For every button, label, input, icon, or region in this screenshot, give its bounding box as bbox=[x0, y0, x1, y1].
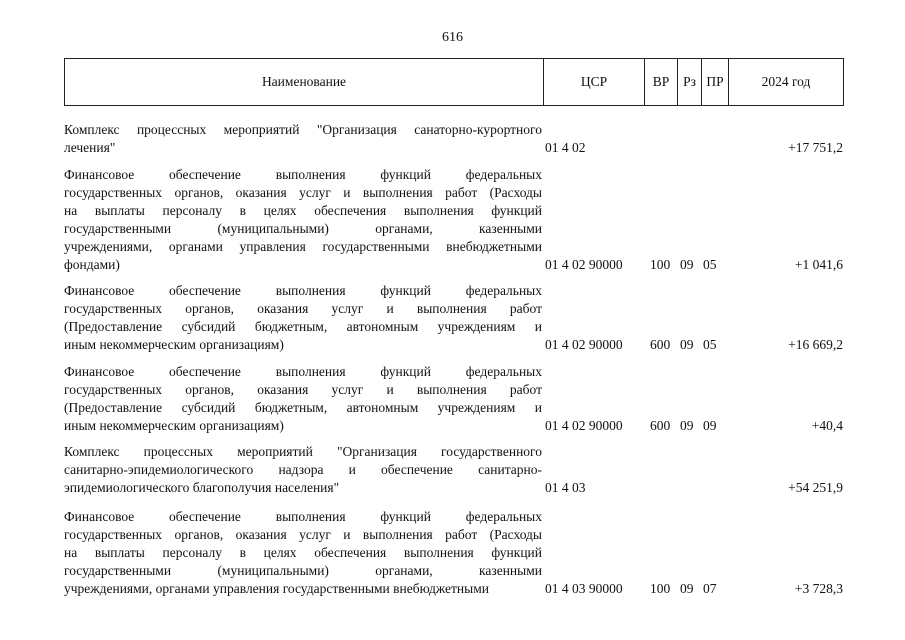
row-name-line: государственных органов, оказания услуг и выполнения работ bbox=[64, 382, 542, 397]
row-name-line: эпидемиологического благополучия населения" bbox=[64, 480, 340, 495]
row-name-line: иным некоммерческим организациям) bbox=[64, 418, 284, 433]
row-pr: 05 bbox=[703, 337, 717, 352]
table-row bbox=[0, 443, 905, 497]
header-pr: ПР bbox=[702, 59, 729, 105]
row-name-line: Комплекс процессных мероприятий "Организация государственного bbox=[64, 444, 542, 459]
row-name-line: государственными (муниципальными) органами, казенными bbox=[64, 221, 542, 236]
row-amount: +17 751,2 bbox=[788, 140, 843, 155]
header-vr: ВР bbox=[645, 59, 678, 105]
row-csr: 01 4 02 90000 bbox=[545, 418, 623, 433]
row-pr: 07 bbox=[703, 581, 717, 596]
row-name-line: учреждениями, органами управления государственными внебюджетными bbox=[64, 239, 542, 254]
row-name bbox=[64, 121, 542, 157]
row-name-line: на выплаты персоналу в целях обеспечения выполнения функций bbox=[64, 203, 542, 218]
row-name-line: на выплаты персоналу в целях обеспечения выполнения функций bbox=[64, 545, 542, 560]
row-name-line: (Предоставление субсидий бюджетным, автономным учреждениям и bbox=[64, 319, 542, 334]
row-vr: 100 bbox=[650, 581, 671, 596]
row-name bbox=[64, 166, 542, 274]
row-amount: +54 251,9 bbox=[788, 480, 843, 495]
row-rz: 09 bbox=[680, 257, 694, 272]
row-name-line: государственными (муниципальными) органами, казенными bbox=[64, 563, 542, 578]
header-csr: ЦСР bbox=[544, 59, 645, 105]
row-csr: 01 4 02 90000 bbox=[545, 337, 623, 352]
table-row bbox=[0, 508, 905, 598]
row-name-line: иным некоммерческим организациям) bbox=[64, 337, 284, 352]
table-row bbox=[0, 166, 905, 274]
row-name-line: лечения" bbox=[64, 140, 116, 155]
row-name-line: государственных органов, оказания услуг и выполнения работ bbox=[64, 301, 542, 316]
row-amount: +16 669,2 bbox=[788, 337, 843, 352]
row-csr: 01 4 02 bbox=[545, 140, 586, 155]
row-name-line: Комплекс процессных мероприятий "Организация санаторно-курортного bbox=[64, 122, 542, 137]
table-row bbox=[0, 282, 905, 354]
row-name-line: государственных органов, оказания услуг и выполнения работ (Расходы bbox=[64, 185, 542, 200]
row-pr: 05 bbox=[703, 257, 717, 272]
row-amount: +3 728,3 bbox=[794, 581, 843, 596]
row-csr: 01 4 02 90000 bbox=[545, 257, 623, 272]
row-name bbox=[64, 443, 542, 497]
row-rz: 09 bbox=[680, 337, 694, 352]
header-rz: Рз bbox=[678, 59, 702, 105]
row-name bbox=[64, 363, 542, 435]
row-vr: 600 bbox=[650, 418, 671, 433]
row-name bbox=[64, 508, 542, 598]
row-vr: 100 bbox=[650, 257, 671, 272]
table-header bbox=[64, 58, 844, 106]
header-name: Наименование bbox=[65, 59, 544, 105]
row-name-line: Финансовое обеспечение выполнения функций федеральных bbox=[64, 364, 542, 379]
row-name-line: Финансовое обеспечение выполнения функций федеральных bbox=[64, 509, 542, 524]
row-vr: 600 bbox=[650, 337, 671, 352]
row-amount: +1 041,6 bbox=[794, 257, 843, 272]
row-name-line: (Предоставление субсидий бюджетным, автономным учреждениям и bbox=[64, 400, 542, 415]
row-name-line: санитарно-эпидемиологического надзора и обеспечение санитарно- bbox=[64, 462, 542, 477]
row-csr: 01 4 03 bbox=[545, 480, 586, 495]
row-amount: +40,4 bbox=[811, 418, 843, 433]
row-name-line: фондами) bbox=[64, 257, 120, 272]
row-csr: 01 4 03 90000 bbox=[545, 581, 623, 596]
header-year: 2024 год bbox=[761, 74, 811, 89]
row-name-line: Финансовое обеспечение выполнения функций федеральных bbox=[64, 167, 542, 182]
table-row bbox=[0, 363, 905, 435]
table-row bbox=[0, 121, 905, 157]
row-name bbox=[64, 282, 542, 354]
row-rz: 09 bbox=[680, 581, 694, 596]
row-name-line: государственных органов, оказания услуг и выполнения работ (Расходы bbox=[64, 527, 542, 542]
row-rz: 09 bbox=[680, 418, 694, 433]
row-name-line: Финансовое обеспечение выполнения функций федеральных bbox=[64, 283, 542, 298]
row-pr: 09 bbox=[703, 418, 717, 433]
page-number: 616 bbox=[442, 30, 463, 45]
row-name-line: учреждениями, органами управления государственными внебюджетными bbox=[64, 581, 489, 596]
